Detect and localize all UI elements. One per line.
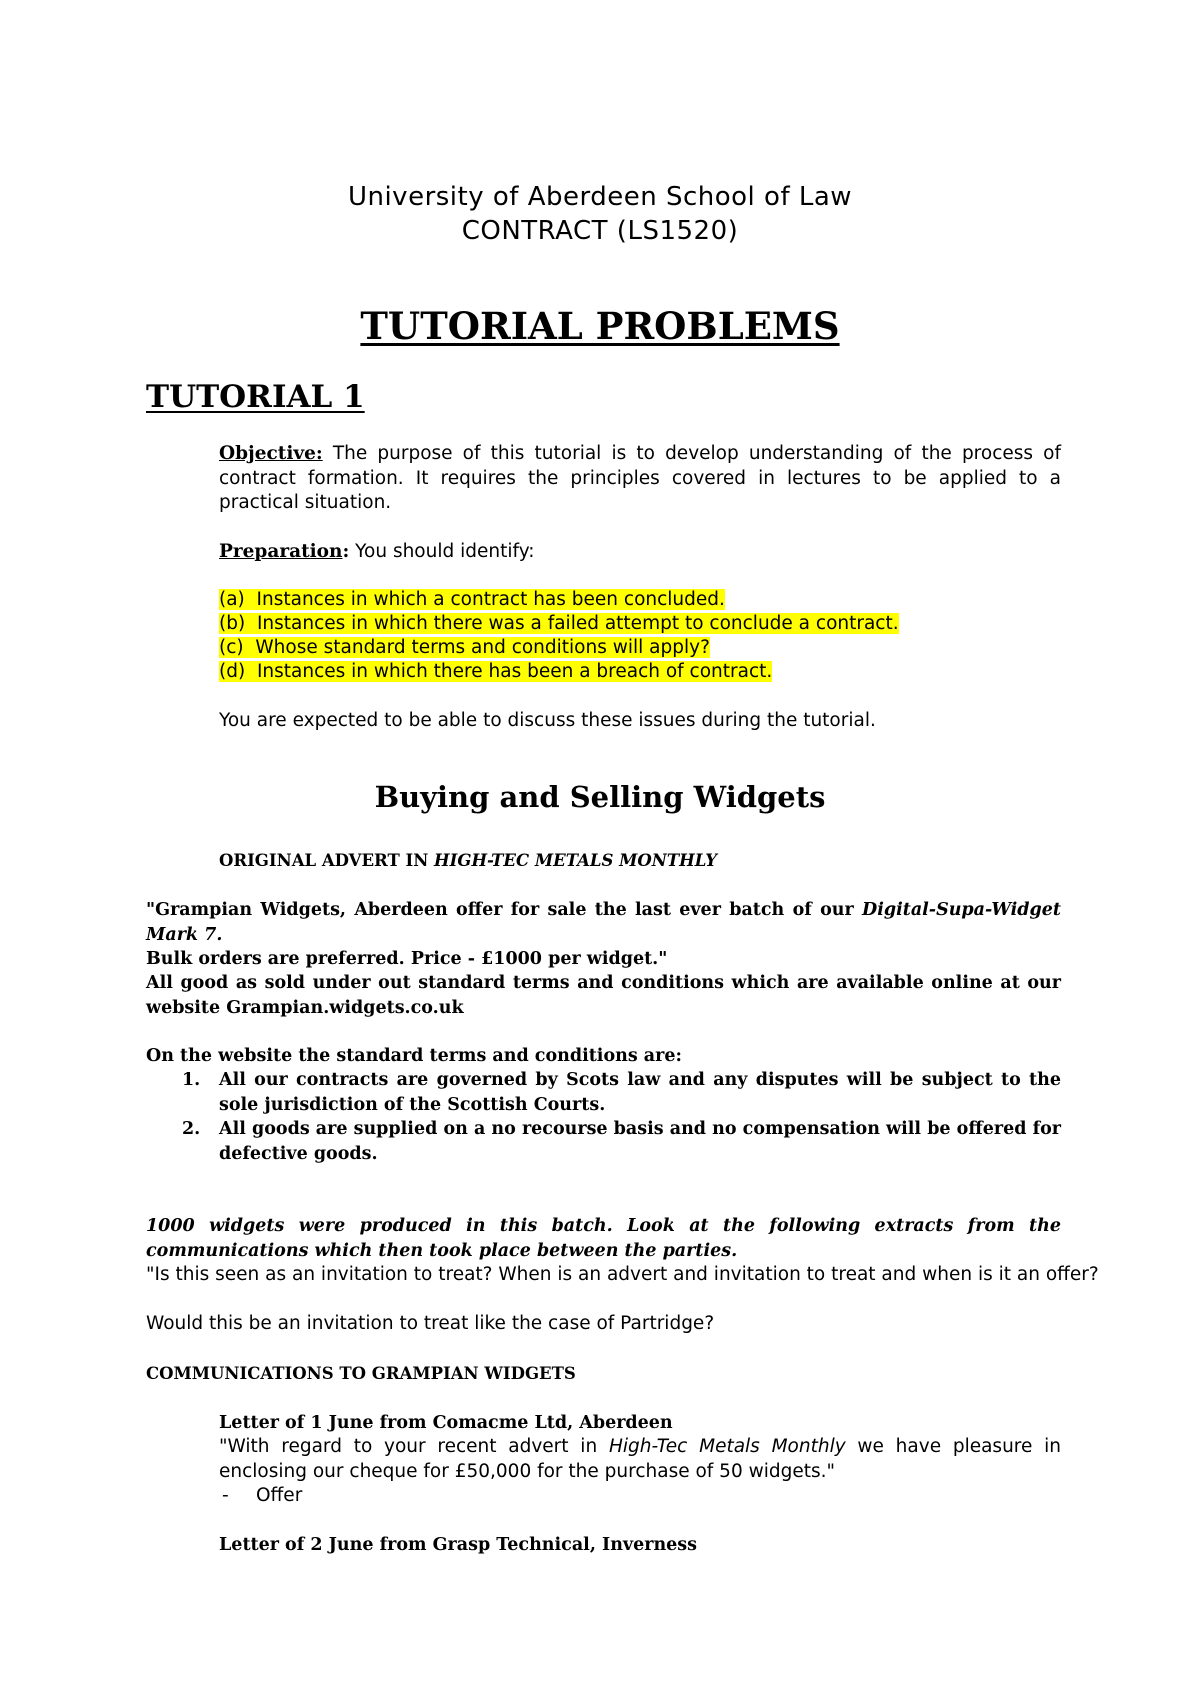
item-marker: (b) bbox=[219, 613, 246, 634]
preparation-text: You should identify: bbox=[349, 541, 535, 562]
advert-heading bbox=[219, 849, 1061, 874]
page-title bbox=[0, 303, 1200, 349]
terms-item bbox=[146, 1068, 1061, 1117]
terms-item-text: All our contracts are governed by Scots law and any disputes will be subject to the sole jurisdiction of the Scottish Courts. bbox=[219, 1070, 1061, 1115]
page-title-text: TUTORIAL PROBLEMS bbox=[360, 304, 840, 348]
advert-heading-publication: HIGH-TEC METALS MONTHLY bbox=[434, 851, 718, 870]
preparation-item-d bbox=[219, 660, 772, 685]
letter-1-note-dash: - bbox=[222, 1485, 229, 1506]
terms-item-number: 1. bbox=[182, 1070, 201, 1090]
letter-1-text-a: "With regard to your recent advert in bbox=[219, 1436, 609, 1457]
advert-product-name: Digital-Supa-Widget Mark 7. bbox=[146, 900, 1061, 945]
item-marker: (c) bbox=[219, 637, 244, 658]
item-text: Instances in which a contract has been concluded. bbox=[256, 589, 725, 610]
letter-1-publication: High-Tec Metals Monthly bbox=[608, 1436, 846, 1457]
question-2: Would this be an invitation to treat like the case of Partridge? bbox=[146, 1313, 715, 1334]
preparation-label: Preparation bbox=[219, 541, 343, 562]
terms-item bbox=[146, 1117, 1061, 1166]
batch-note: 1000 widgets were produced in this batch. Look at the following extracts from the communications which then took place between the parties. bbox=[146, 1216, 1061, 1261]
expectation-text: You are expected to be able to discuss these issues during the tutorial. bbox=[219, 710, 876, 731]
preparation-item-a bbox=[219, 588, 725, 613]
advert-text-3: All good as sold under out standard terms and conditions which are available online at our website Grampian.widgets.co.uk bbox=[146, 973, 1061, 1018]
objective-text: The purpose of this tutorial is to develop understanding of the process of contract formation. It requires the principles covered in lectures to be applied to a practical situation. bbox=[219, 443, 1061, 513]
terms-item-number: 2. bbox=[182, 1119, 201, 1139]
advert-text-1 bbox=[146, 898, 1061, 947]
letter-1-note: Offer bbox=[256, 1485, 303, 1506]
item-marker: (d) bbox=[219, 661, 246, 682]
letter-2-heading: Letter of 2 June from Grasp Technical, Inverness bbox=[219, 1535, 698, 1555]
advert-text-1a: "Grampian Widgets, Aberdeen offer for sale the last ever batch of our bbox=[146, 900, 863, 920]
scenario-title: Buying and Selling Widgets bbox=[374, 780, 826, 814]
preparation-item-c bbox=[219, 636, 710, 661]
objective-label: Objective: bbox=[219, 443, 323, 464]
item-text: Instances in which there has been a breach of contract. bbox=[256, 661, 773, 682]
advert-text-2: Bulk orders are preferred. Price - £1000 per widget." bbox=[146, 949, 668, 969]
preparation-colon: : bbox=[342, 541, 350, 562]
website-intro: On the website the standard terms and conditions are: bbox=[146, 1046, 682, 1066]
university-name: University of Aberdeen School of Law bbox=[347, 182, 853, 212]
preparation-item-b bbox=[219, 612, 899, 637]
course-title: CONTRACT (LS1520) bbox=[461, 216, 739, 246]
item-text: Instances in which there was a failed attempt to conclude a contract. bbox=[256, 613, 899, 634]
objective-paragraph bbox=[219, 442, 1061, 516]
preparation-paragraph bbox=[219, 540, 1061, 565]
letter-1-heading: Letter of 1 June from Comacme Ltd, Aberdeen bbox=[219, 1413, 673, 1433]
question-1: "Is this seen as an invitation to treat? When is an advert and invitation to treat and when is it an offer? bbox=[146, 1264, 1099, 1285]
letter-1-text-b: we have pleasure in enclosing our cheque for £50,000 for the purchase of 50 widgets." bbox=[219, 1436, 1062, 1482]
terms-item-text: All goods are supplied on a no recourse basis and no compensation will be offered for defective goods. bbox=[219, 1119, 1061, 1164]
advert-heading-prefix: ORIGINAL ADVERT IN bbox=[219, 851, 435, 870]
terms-list bbox=[146, 1068, 1061, 1166]
tutorial-heading: TUTORIAL 1 bbox=[146, 379, 365, 415]
letter-1-text bbox=[219, 1435, 1061, 1484]
communications-heading: COMMUNICATIONS TO GRAMPIAN WIDGETS bbox=[146, 1364, 576, 1383]
item-marker: (a) bbox=[219, 589, 245, 610]
item-text: Whose standard terms and conditions will apply? bbox=[255, 637, 710, 658]
